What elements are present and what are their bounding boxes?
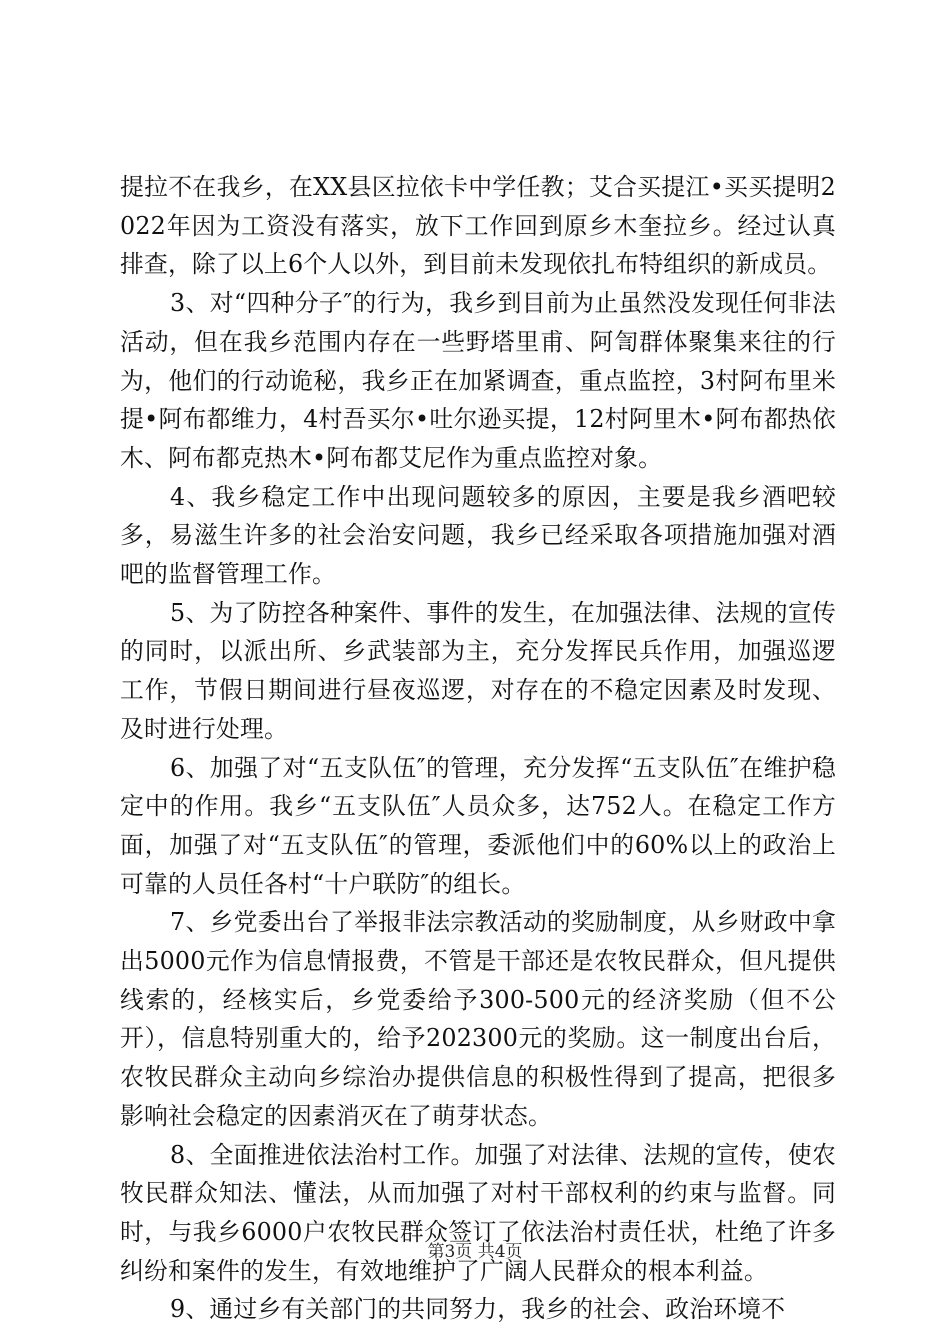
paragraph-continuation: 提拉不在我乡，在XX县区拉依卡中学任教；艾合买提江•买买提明2022年因为工资没有落实，放下工作回到原乡木奎拉乡。经过认真排查，除了以上6个人以外，到目前未发现依扎布特组织的新成员。 [120,173,836,279]
paragraph-item-9: 9、通过乡有关部门的共同努力，我乡的社会、政治环境不 [170,1295,786,1324]
document-body [120,168,836,1329]
paragraph-item-6: 6、加强了对“五支队伍″的管理，充分发挥“五支队伍″在维护稳定中的作用。我乡“五支队伍″人员众多，达752人。在稳定工作方面，加强了对“五支队伍″的管理，委派他们中的60%以上的政治上可靠的人员任各村“十户联防″的组长。 [120,753,836,898]
paragraph-item-7: 7、乡党委出台了举报非法宗教活动的奖励制度，从乡财政中拿出5000元作为信息情报费，不管是干部还是农牧民群众，但凡提供线索的，经核实后，乡党委给予300-500元的经济奖励（但不公开），信息特别重大的，给予202300元的奖励。这一制度出台后，农牧民群众主动向乡综治办提供信息的积极性得到了提高，把很多影响社会稳定的因素消灭在了萌芽状态。 [120,908,836,1130]
page-footer: 第3页 共4页 [427,1242,523,1262]
paragraph-item-5: 5、为了防控各种案件、事件的发生，在加强法律、法规的宣传的同时，以派出所、乡武装部为主，充分发挥民兵作用，加强巡逻工作，节假日期间进行昼夜巡逻，对存在的不稳定因素及时发现、及时进行处理。 [120,598,836,743]
paragraph-item-3: 3、对“四种分子″的行为，我乡到目前为止虽然没发现任何非法活动，但在我乡范围内存在一些野塔里甫、阿訇群体聚集来往的行为，他们的行动诡秘，我乡正在加紧调查，重点监控，3村阿布里米提•阿布都维力，4村吾买尔•吐尔逊买提，12村阿里木•阿布都热依木、阿布都克热木•阿布都艾尼作为重点监控对象。 [120,289,836,472]
paragraph-item-4: 4、我乡稳定工作中出现问题较多的原因，主要是我乡酒吧较多，易滋生许多的社会治安问题，我乡已经采取各项措施加强对酒吧的监督管理工作。 [120,482,836,589]
paragraph-item-8: 8、全面推进依法治村工作。加强了对法律、法规的宣传，使农牧民群众知法、懂法，从而加强了对村干部权利的约束与监督。同时，与我乡6000户农牧民群众签订了依法治村责任状，杜绝了许多纠纷和案件的发生，有效地维护了广阔人民群众的根本利益。 [120,1140,836,1285]
